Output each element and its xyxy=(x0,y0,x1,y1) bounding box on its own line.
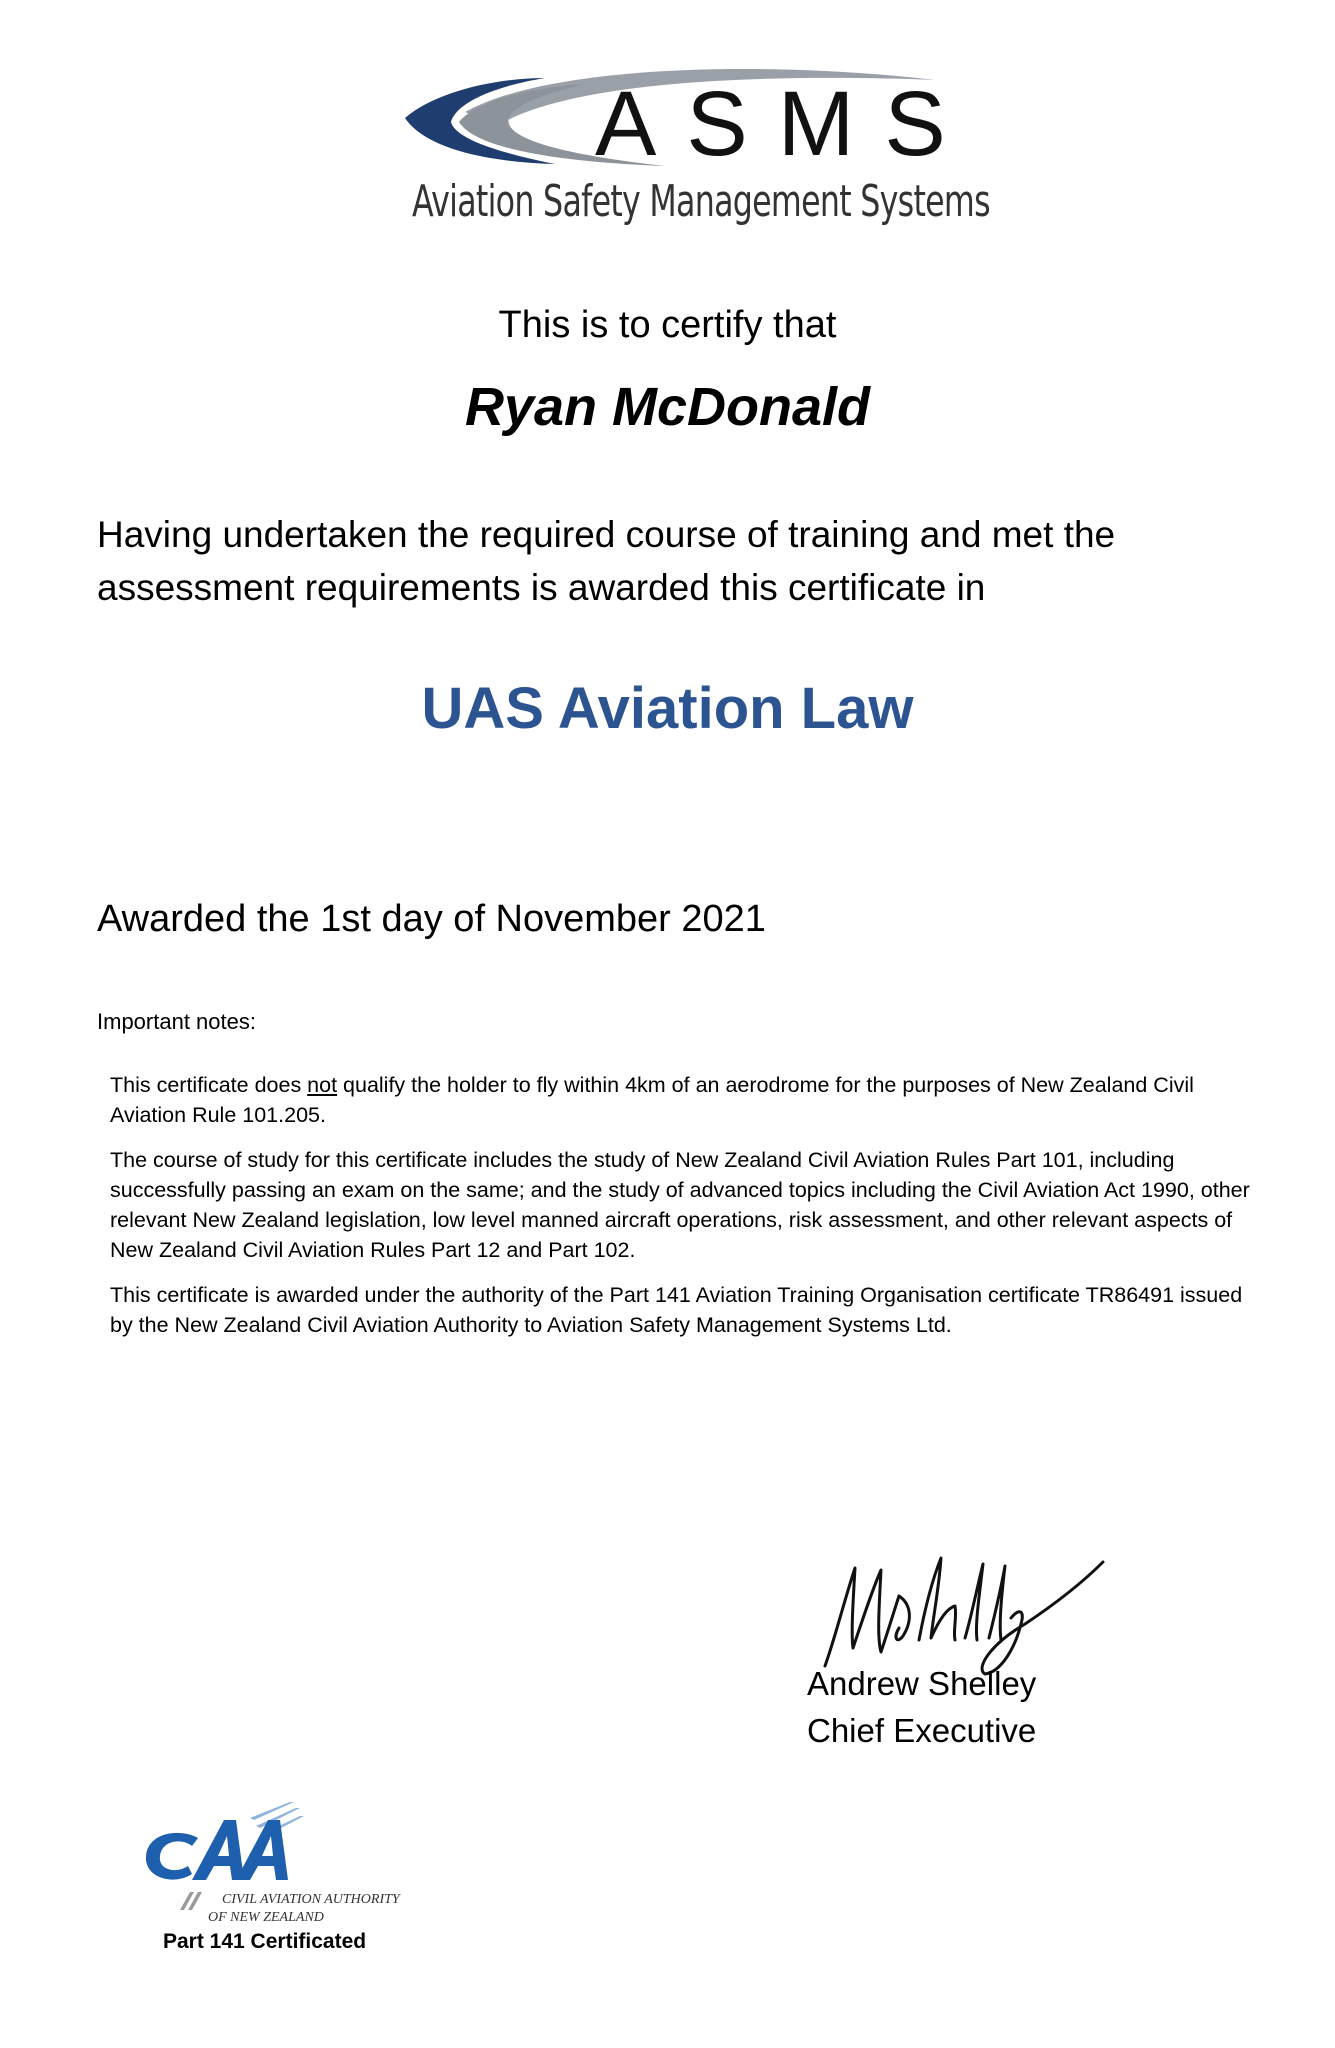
caa-logo xyxy=(140,1798,440,1938)
note-aerodrome: This certificate does not qualify the holder to fly within 4km of an aerodrome for the purposes of New Zealand Civil Aviation Rule 101.205. xyxy=(110,1073,1194,1127)
recipient-name: Ryan McDonald xyxy=(464,377,871,437)
asms-wordmark: ASMS xyxy=(595,73,976,175)
certify-intro: This is to certify that xyxy=(498,304,837,346)
note-course-study: The course of study for this certificate includes the study of New Zealand Civil Aviation Rules Part 101, including successfully passing an exam on the same; and the study of advanced topics including the Civil Aviation Act 1990, other relevant New Zealand legislation, low level manned aircraft operations, risk assessment, and other relevant aspects of New Zealand Civil Aviation Rules Part 12 and Part 102. xyxy=(110,1148,1250,1262)
caa-line-2: OF NEW ZEALAND xyxy=(208,1910,324,1925)
award-date: Awarded the 1st day of November 2021 xyxy=(97,898,766,940)
notes-heading: Important notes: xyxy=(97,1009,256,1034)
course-title: UAS Aviation Law xyxy=(421,676,914,741)
note-authority: This certificate is awarded under the authority of the Part 141 Aviation Training Organisation certificate TR86491 issued by the New Zealand Civil Aviation Authority to Aviation Safety Management Systems Ltd. xyxy=(110,1283,1243,1337)
notes-list xyxy=(110,1070,1260,1355)
signatory-name: Andrew Shelley xyxy=(807,1665,1037,1702)
note-emphasis: not xyxy=(307,1073,338,1097)
part141-certificated: Part 141 Certificated xyxy=(163,1930,367,1953)
asms-logo xyxy=(405,62,990,242)
award-statement: Having undertaken the required course of training and met the assessment requirements is awarded this certificate in xyxy=(97,514,1116,608)
asms-subtitle: Aviation Safety Management Systems xyxy=(412,176,990,227)
signature xyxy=(815,1548,1105,1678)
signatory-title: Chief Executive xyxy=(807,1712,1037,1749)
caa-line-1: CIVIL AVIATION AUTHORITY xyxy=(222,1892,400,1907)
